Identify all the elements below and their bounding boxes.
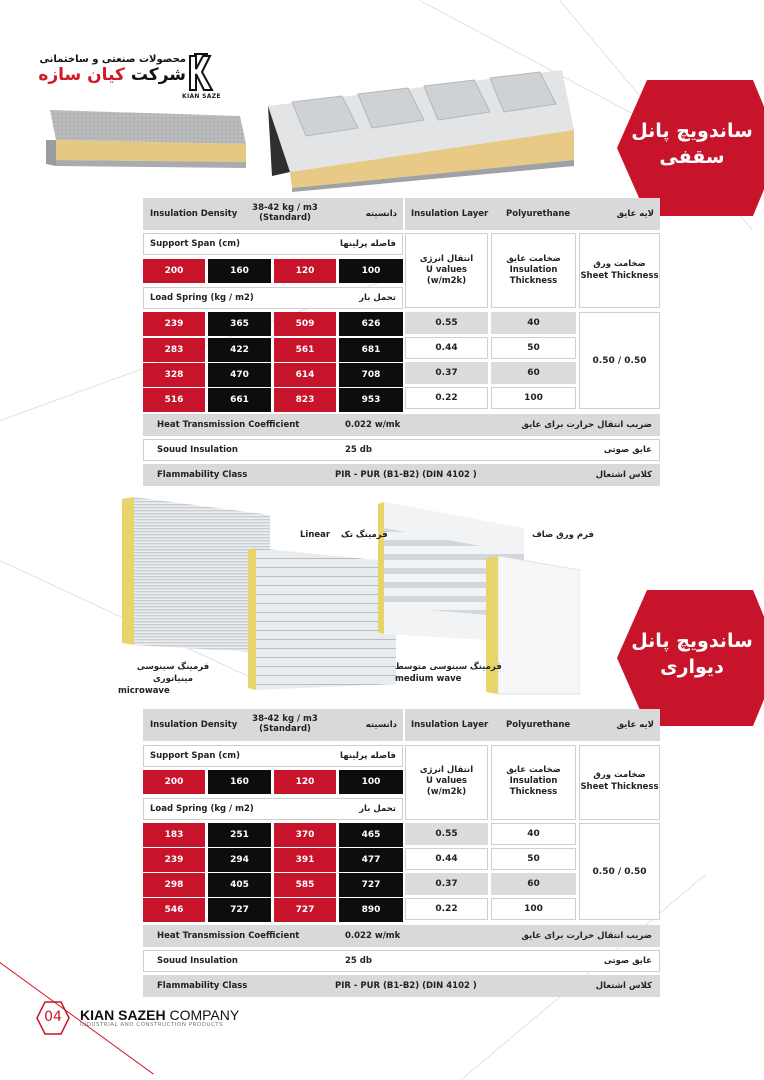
label-flat: فرم ورق صاف: [531, 530, 594, 540]
footer-company-rest: COMPANY: [165, 1007, 240, 1023]
wall-thickness-value: 50: [491, 848, 576, 870]
wall-load-value: 585: [274, 873, 336, 897]
wall-load-value: 370: [274, 823, 336, 847]
roof-support-span-fa: فاصله پرلینها: [340, 239, 396, 249]
wall-density-label-fa: دانسیته: [365, 720, 397, 730]
wall-u-values-fa: انتقال انرژی: [419, 765, 474, 775]
wall-flame-label-fa: کلاس اشتعال: [595, 981, 652, 991]
roof-u-values-label: [405, 254, 488, 287]
wall-load-value: 294: [208, 848, 271, 872]
logo-company-name: [38, 65, 186, 85]
roof-density-label-en: Insulation Density: [150, 209, 238, 219]
roof-panel-flat-image: [40, 104, 250, 186]
wall-insulation-layer-en: Insulation Layer: [411, 720, 489, 730]
logo-brand-en: KIAN SAZE: [182, 93, 221, 100]
roof-load-value: 661: [208, 388, 271, 412]
roof-load-value: 509: [274, 312, 336, 336]
roof-insul-thick-fa: ضخامت عایق: [506, 254, 561, 264]
roof-density-value-1: 38-42 kg / m3: [252, 203, 318, 213]
footer-company-bold: KIAN SAZEH: [80, 1007, 166, 1023]
wall-density-value-2: (Standard): [259, 724, 311, 734]
roof-load-value: 626: [339, 312, 403, 336]
logo-name: کیان سازه: [38, 65, 125, 85]
kian-saze-logo-icon: [188, 52, 214, 92]
roof-u-value: 0.22: [405, 387, 488, 409]
roof-load-value: 516: [143, 388, 205, 412]
wall-sheet-thickness-value: 0.50 / 0.50: [579, 823, 660, 920]
roof-support-span-en: Support Span (cm): [150, 239, 241, 249]
roof-sheet-thick-en: Sheet Thickness: [580, 271, 659, 281]
wall-load-value: 465: [339, 823, 403, 847]
wall-load-value: 391: [274, 848, 336, 872]
wall-u-value: 0.22: [405, 898, 488, 920]
wall-heat-label-fa: ضریب انتقال حرارت برای عایق: [521, 931, 652, 941]
roof-load-value: 708: [339, 363, 403, 387]
wall-load-value: 239: [143, 848, 205, 872]
company-logo-text: [38, 54, 186, 85]
wall-load-spring-en: Load Spring (kg / m2): [150, 804, 254, 814]
roof-load-value: 823: [274, 388, 336, 412]
roof-badge-line2: سقفی: [659, 146, 725, 168]
roof-flame-label-fa: کلاس اشتعال: [595, 470, 652, 480]
roof-u-value: 0.44: [405, 337, 488, 359]
wall-load-value: 727: [274, 898, 336, 922]
wall-u-value: 0.37: [405, 873, 488, 895]
wall-u-values-en-1: U values: [426, 776, 467, 786]
roof-density-value-2: (Standard): [259, 213, 311, 223]
roof-density-value: [245, 203, 325, 223]
roof-flame-label-en: Flammability Class: [157, 470, 248, 480]
roof-sheet-thickness-label: [579, 258, 660, 282]
page-number: 04: [44, 1009, 62, 1025]
roof-sound-value: 25 db: [345, 445, 372, 455]
wall-density-value: [245, 714, 325, 734]
wall-load-value: 298: [143, 873, 205, 897]
wall-load-value: 183: [143, 823, 205, 847]
wall-sound-value: 25 db: [345, 956, 372, 966]
roof-sound-label-fa: عایق صوتی: [603, 445, 652, 455]
label-medium-fa: فرمینگ سینوسی متوسط: [395, 662, 502, 672]
wall-span-value: 160: [208, 770, 271, 794]
logo-subtitle: محصولات صنعتی و ساختمانی: [39, 54, 186, 65]
wall-load-value: 727: [339, 873, 403, 897]
roof-u-values-en-2: (w/m2k): [426, 276, 467, 286]
roof-sheet-thick-fa: ضخامت ورق: [593, 259, 646, 269]
wall-sound-label-en: Souud Insulation: [157, 956, 238, 966]
wall-load-value: 251: [208, 823, 271, 847]
wall-u-value: 0.44: [405, 848, 488, 870]
roof-insulation-layer-en: Insulation Layer: [411, 209, 489, 219]
roof-thickness-value: 50: [491, 337, 576, 359]
roof-sound-label-en: Souud Insulation: [157, 445, 238, 455]
wall-u-values-label: [405, 765, 488, 798]
wall-flame-label-en: Flammability Class: [157, 981, 248, 991]
roof-load-value: 328: [143, 363, 205, 387]
wall-thickness-value: 60: [491, 873, 576, 895]
wall-u-value: 0.55: [405, 823, 488, 845]
wall-load-value: 727: [208, 898, 271, 922]
roof-load-value: 470: [208, 363, 271, 387]
roof-u-values-en-1: U values: [426, 265, 467, 275]
roof-load-spring-fa: تحمل بار: [359, 293, 396, 303]
roof-load-value: 239: [143, 312, 205, 336]
roof-heat-label-fa: ضریب انتقال حرارت برای عایق: [521, 420, 652, 430]
roof-load-value: 422: [208, 338, 271, 362]
wall-heat-value: 0.022 w/mk: [345, 931, 401, 941]
wall-load-value: 546: [143, 898, 205, 922]
wall-flame-value: PIR - PUR (B1-B2) (DIN 4102 ): [335, 981, 477, 991]
roof-insul-thick-en-1: Insulation: [509, 265, 558, 275]
logo-prefix: شرکت: [130, 65, 186, 85]
label-medium-en: medium wave: [395, 674, 462, 684]
footer-tagline: INDUSTRIAL AND CONSTRUCTION PRODUCTS: [80, 1022, 224, 1028]
wall-heat-label-en: Heat Transmission Coefficient: [157, 931, 300, 941]
roof-flame-value: PIR - PUR (B1-B2) (DIN 4102 ): [335, 470, 477, 480]
roof-heat-value: 0.022 w/mk: [345, 420, 401, 430]
roof-insul-thickness-label: [491, 254, 576, 287]
label-microwave-en: microwave: [118, 686, 170, 696]
wall-sound-label-fa: عایق صوتی: [603, 956, 652, 966]
roof-load-value: 953: [339, 388, 403, 412]
roof-insulation-layer-fa: لایه عایق: [616, 209, 654, 219]
roof-density-label-fa: دانسیته: [365, 209, 397, 219]
footer-company-name: [80, 1007, 239, 1023]
label-microwave: [118, 661, 228, 697]
roof-load-value: 283: [143, 338, 205, 362]
roof-load-value: 561: [274, 338, 336, 362]
roof-span-value: 200: [143, 259, 205, 283]
roof-heat-label-en: Heat Transmission Coefficient: [157, 420, 300, 430]
wall-support-span-fa: فاصله پرلینها: [340, 751, 396, 761]
roof-load-value: 614: [274, 363, 336, 387]
roof-load-value: 681: [339, 338, 403, 362]
roof-load-spring-en: Load Spring (kg / m2): [150, 293, 254, 303]
wall-load-value: 890: [339, 898, 403, 922]
roof-u-value: 0.37: [405, 362, 488, 384]
roof-badge-title: [603, 118, 764, 170]
wall-insul-thick-en-1: Insulation: [509, 776, 558, 786]
wall-badge-line2: دیواری: [660, 656, 724, 678]
wall-sheet-thick-fa: ضخامت ورق: [593, 770, 646, 780]
wall-panel-linear-image: [248, 540, 396, 692]
wall-density-value-1: 38-42 kg / m3: [252, 714, 318, 724]
wall-density-label-en: Insulation Density: [150, 720, 238, 730]
wall-span-value: 200: [143, 770, 205, 794]
wall-badge-line1: ساندویچ پانل: [631, 630, 753, 652]
wall-sheet-thickness-label: [579, 769, 660, 793]
wall-insulation-layer-fa: لایه عایق: [616, 720, 654, 730]
wall-load-value: 477: [339, 848, 403, 872]
roof-insulation-layer-value: Polyurethane: [506, 209, 571, 219]
roof-thickness-value: 40: [491, 312, 576, 334]
wall-u-values-en-2: (w/m2k): [426, 787, 467, 797]
wall-load-value: 405: [208, 873, 271, 897]
wall-insul-thick-en-2: Thickness: [509, 787, 558, 797]
roof-insul-thick-en-2: Thickness: [509, 276, 558, 286]
label-microwave-fa: فرمینگ سینوسی مینیاتوری: [136, 662, 210, 684]
roof-panel-trapezoid-image: [262, 64, 578, 192]
wall-sheet-thick-en: Sheet Thickness: [580, 782, 659, 792]
roof-thickness-value: 60: [491, 362, 576, 384]
label-linear: [300, 530, 388, 540]
wall-insul-thick-fa: ضخامت عایق: [506, 765, 561, 775]
roof-u-value: 0.55: [405, 312, 488, 334]
wall-thickness-value: 40: [491, 823, 576, 845]
wall-insulation-layer-value: Polyurethane: [506, 720, 571, 730]
label-medium-wave: [395, 661, 502, 685]
label-linear-fa: فرمینگ تک: [341, 530, 388, 540]
wall-support-span-en: Support Span (cm): [150, 751, 241, 761]
roof-load-value: 365: [208, 312, 271, 336]
wall-span-value: 100: [339, 770, 403, 794]
roof-span-value: 160: [208, 259, 271, 283]
wall-thickness-value: 100: [491, 898, 576, 920]
wall-insul-thickness-label: [491, 765, 576, 798]
roof-span-value: 100: [339, 259, 403, 283]
roof-sheet-thickness-value: 0.50 / 0.50: [579, 312, 660, 409]
roof-u-values-fa: انتقال انرژی: [419, 254, 474, 264]
wall-load-spring-fa: تحمل بار: [359, 804, 396, 814]
label-linear-en: Linear: [300, 530, 331, 540]
roof-badge-line1: ساندویچ پانل: [631, 120, 753, 142]
roof-span-value: 120: [274, 259, 336, 283]
wall-badge-title: [603, 628, 764, 680]
wall-span-value: 120: [274, 770, 336, 794]
roof-thickness-value: 100: [491, 387, 576, 409]
